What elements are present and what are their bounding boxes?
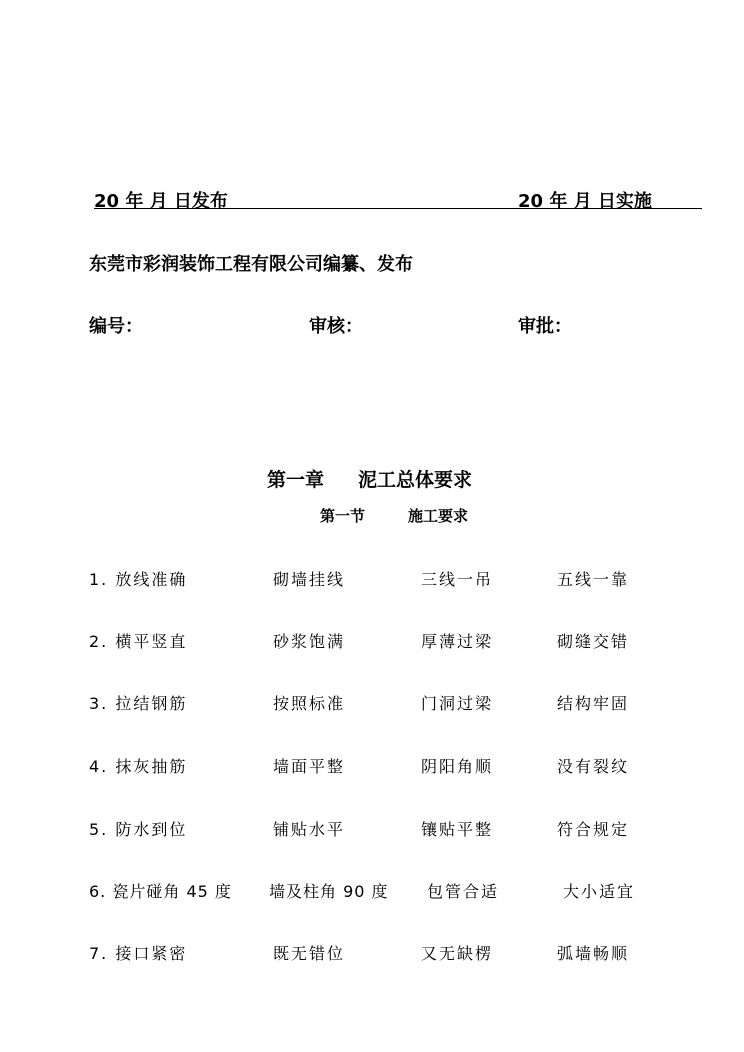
requirement-item: 厚薄过梁: [421, 632, 494, 651]
implement-date: 20 年 月 日实施: [518, 191, 652, 212]
requirement-item: 砂浆饱满: [273, 632, 346, 651]
requirement-item: 符合规定: [557, 820, 630, 839]
requirement-item: 既无错位: [273, 944, 346, 963]
requirement-item: 包管合适: [427, 882, 500, 901]
chapter-title: 泥工总体要求: [358, 469, 473, 491]
publish-date: 20 年 月 日发布: [94, 191, 228, 212]
requirement-item: 门洞过梁: [421, 694, 494, 713]
number-label: 编号：: [89, 316, 143, 337]
requirement-item: 1. 放线准确: [89, 570, 188, 589]
requirement-item: 砌墙挂线: [273, 570, 346, 589]
requirement-item: 7. 接口紧密: [89, 944, 188, 963]
requirement-item: 6. 瓷片碰角 45 度: [89, 882, 232, 901]
requirement-item: 砌缝交错: [557, 632, 630, 651]
company-name: 东莞市彩润装饰工程有限公司编纂、发布: [89, 254, 413, 275]
requirement-item: 大小适宜: [563, 882, 636, 901]
requirement-item: 阴阳角顺: [421, 757, 494, 776]
requirement-item: 又无缺楞: [421, 944, 494, 963]
requirement-item: 结构牢固: [557, 694, 630, 713]
requirement-item: 墙面平整: [273, 757, 346, 776]
requirement-item: 按照标准: [273, 694, 346, 713]
requirement-item: 五线一靠: [557, 570, 630, 589]
requirement-item: 弧墙畅顺: [557, 944, 630, 963]
chapter-number: 第一章: [267, 469, 325, 491]
requirement-item: 三线一吊: [421, 570, 494, 589]
requirement-item: 5. 防水到位: [89, 820, 188, 839]
requirement-item: 墙及柱角 90 度: [269, 882, 389, 901]
requirement-item: 铺贴水平: [273, 820, 346, 839]
date-underline: [94, 208, 702, 209]
requirement-item: 没有裂纹: [557, 757, 630, 776]
section-title: 施工要求: [408, 507, 469, 525]
section-number: 第一节: [320, 507, 366, 525]
review-label: 审核：: [309, 316, 363, 337]
requirement-item: 3. 拉结钢筋: [89, 694, 188, 713]
requirement-item: 2. 横平竖直: [89, 632, 188, 651]
requirement-item: 镶贴平整: [421, 820, 494, 839]
requirement-item: 4. 抹灰抽筋: [89, 757, 188, 776]
approve-label: 审批：: [518, 316, 572, 337]
